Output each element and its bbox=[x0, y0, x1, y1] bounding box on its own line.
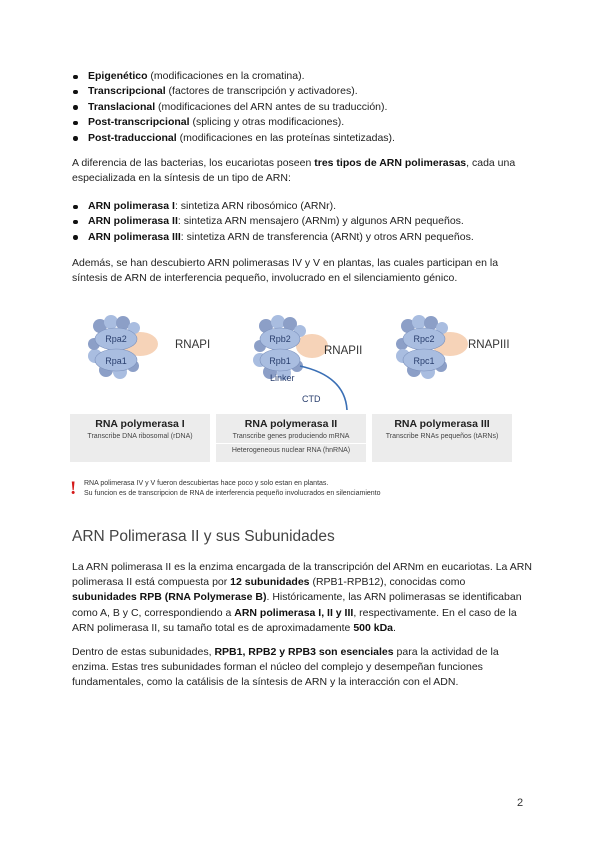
polymerase-ii-box: RNA polymerasa II Transcribe genes produciendo mRNA Heterogeneous nuclear RNA (hnRNA) bbox=[216, 414, 366, 462]
list-item: Post-traduccional (modificaciones en las proteínas sintetizadas). bbox=[88, 131, 395, 146]
rpb2-label: Rpb2 bbox=[269, 334, 291, 344]
rnapii-label: RNAPII bbox=[324, 345, 363, 357]
polymerase-iii-box: RNA polymerasa III Transcribe RNAs pequeños (tARNs) bbox=[372, 414, 512, 462]
rnapii-complex-illustration bbox=[253, 315, 328, 380]
rpb1-label: Rpb1 bbox=[269, 356, 291, 366]
rnapiii-label: RNAPIII bbox=[468, 339, 510, 351]
rnapi-label: RNAPI bbox=[175, 339, 211, 351]
list-item: Transcripcional (factores de transcripción y activadores). bbox=[88, 84, 395, 99]
paragraph-polymerase-types: A diferencia de las bacterias, los eucariotas poseen tres tipos de ARN polimerasas, cada una especializada en la síntesis de un tipo de ARN: bbox=[72, 157, 516, 185]
rnapi-complex-illustration bbox=[88, 315, 158, 379]
rpc1-label: Rpc1 bbox=[413, 356, 435, 366]
warning-icon: ! bbox=[70, 478, 77, 499]
list-item: Translacional (modificaciones del ARN antes de su traducción). bbox=[88, 100, 395, 115]
paragraph-rnap2-composition: La ARN polimerasa II es la enzima encargada de la transcripción del ARNm en eucariotas. La ARN polimerasa II está compuesta por 12 subunidades (RPB1-RPB12), conocidas como subunidades RPB (RNA Polymerase B). Históricamente, las ARN polimerasas se identificaban como A, B y C, correspondiendo a ARN polimerasa I, II y III, respectivamente. En el caso de la ARN polimerasa II, su tamaño total es de aproximadamente 500 kDa. bbox=[72, 561, 532, 634]
rpa2-label: Rpa2 bbox=[105, 334, 127, 344]
figure-note: ! RNA polimerasa IV y V fueron descubiertas hace poco y solo estan en plantas. Su funcion es de transcripcion de RNA de interferencia pequeño involucrados en silenciamiento bbox=[70, 478, 381, 499]
rpc2-label: Rpc2 bbox=[413, 334, 435, 344]
linker-label: Linker bbox=[270, 373, 295, 383]
ctd-label: CTD bbox=[302, 394, 321, 404]
rpa1-label: Rpa1 bbox=[105, 356, 127, 366]
rna-polymerase-figure bbox=[70, 306, 530, 511]
polymerase-i-box: RNA polymerasa I Transcribe DNA ribosomal (rDNA) bbox=[70, 414, 210, 462]
paragraph-plant-polymerases: Además, se han descubierto ARN polimerasas IV y V en plantas, las cuales participan en la síntesis de ARN de interferencia pequeño, involucrado en el silenciamiento génico. bbox=[72, 257, 499, 285]
list-item: Epigenético (modificaciones en la cromatina). bbox=[88, 69, 395, 84]
section-heading: ARN Polimerasa II y sus Subunidades bbox=[72, 528, 335, 545]
page-number: 2 bbox=[517, 797, 524, 809]
rnapiii-complex-illustration bbox=[396, 315, 468, 379]
list-item: ARN polimerasa I: sintetiza ARN ribosómico (ARNr). bbox=[88, 199, 474, 214]
list-item: ARN polimerasa II: sintetiza ARN mensajero (ARNm) y algunos ARN pequeños. bbox=[88, 214, 474, 229]
polymerase-list bbox=[88, 199, 474, 245]
regulation-list bbox=[88, 69, 395, 146]
paragraph-essential-subunits: Dentro de estas subunidades, RPB1, RPB2 y RPB3 son esenciales para la actividad de la enzima. Estas tres subunidades forman el núcleo del complejo y desempeñan funciones fundamentales, como la catálisis de la síntesis de ARN y la interacción con el ADN. bbox=[72, 646, 499, 689]
list-item: Post-transcripcional (splicing y otras modificaciones). bbox=[88, 115, 395, 130]
list-item: ARN polimerasa III: sintetiza ARN de transferencia (ARNt) y otros ARN pequeños. bbox=[88, 230, 474, 245]
